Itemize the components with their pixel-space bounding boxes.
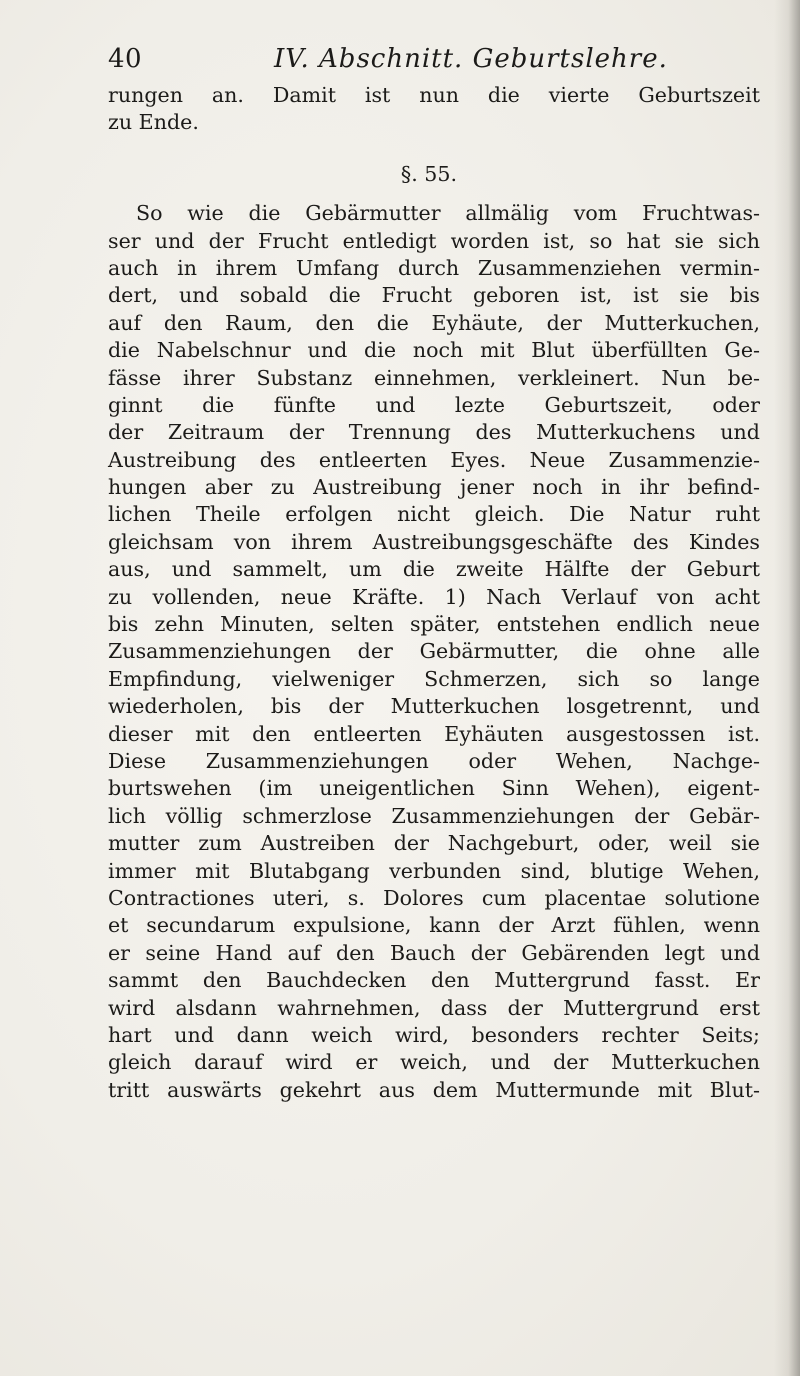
text-line: Contractiones uteri, s. Dolores cum placentae solutione (108, 885, 760, 910)
section-number: §. 55. (400, 161, 458, 186)
text-line: zu Ende. (108, 110, 199, 135)
text-line: gleichsam von ihrem Austreibungsgeschäfte des Kindes (108, 529, 760, 554)
text-line: er seine Hand auf den Bauch der Gebärenden legt und (108, 940, 760, 965)
page-number: 40 (108, 44, 143, 74)
text-line: Zusammenziehungen der Gebärmutter, die ohne alle (108, 639, 760, 664)
body-text (108, 82, 760, 1104)
text-line: immer mit Blutabgang verbunden sind, blutige Wehen, (108, 858, 760, 883)
running-head (108, 44, 748, 84)
text-line: hart und dann weich wird, besonders rechter Seits; (108, 1022, 760, 1047)
text-line: sammt den Bauchdecken den Muttergrund fasst. Er (108, 968, 760, 993)
text-line: fässe ihrer Substanz einnehmen, verkleinert. Nun be- (108, 365, 760, 390)
text-line: Empfindung, vielweniger Schmerzen, sich so lange (108, 666, 760, 691)
text-line: dieser mit den entleerten Eyhäuten ausgestossen ist. (108, 721, 760, 746)
text-line: der Zeitraum der Trennung des Mutterkuchens und (108, 420, 760, 445)
text-line: die Nabelschnur und die noch mit Blut überfüllten Ge- (108, 338, 760, 363)
chapter-heading: IV. Abschnitt. Geburtslehre. (274, 44, 668, 74)
text-line: rungen an. Damit ist nun die vierte Geburtszeit (108, 83, 760, 107)
text-line: burtswehen (im uneigentlichen Sinn Wehen), eigent- (108, 776, 760, 801)
text-line: wird alsdann wahrnehmen, dass der Muttergrund erst (108, 995, 760, 1020)
text-line: hungen aber zu Austreibung jener noch in ihr befind- (108, 475, 760, 500)
text-line: lichen Theile erfolgen nicht gleich. Die Natur ruht (108, 502, 760, 527)
text-line: wiederholen, bis der Mutterkuchen losgetrennt, und (108, 694, 760, 719)
text-line: dert, und sobald die Frucht geboren ist, ist sie bis (108, 283, 760, 308)
text-line: mutter zum Austreiben der Nachgeburt, oder, weil sie (108, 831, 760, 856)
text-line: Austreibung des entleerten Eyes. Neue Zusammenzie- (108, 447, 760, 472)
text-line: ginnt die fünfte und lezte Geburtszeit, oder (108, 392, 760, 417)
page-edge-shadow (774, 0, 800, 1376)
text-line: bis zehn Minuten, selten später, entstehen endlich neue (108, 612, 760, 637)
paragraph-first-line: So wie die Gebärmutter allmälig vom Fruchtwas- (136, 201, 760, 226)
text-line: auch in ihrem Umfang durch Zusammenziehen vermin- (108, 255, 760, 280)
text-line: Diese Zusammenziehungen oder Wehen, Nachge- (108, 748, 760, 773)
text-line: aus, und sammelt, um die zweite Hälfte der Geburt (108, 557, 760, 582)
text-line: et secundarum expulsione, kann der Arzt fühlen, wenn (108, 913, 760, 938)
text-line: auf den Raum, den die Eyhäute, der Mutterkuchen, (108, 310, 760, 335)
text-line: gleich darauf wird er weich, und der Mutterkuchen (108, 1050, 760, 1075)
text-line: lich völlig schmerzlose Zusammenziehungen der Gebär- (108, 803, 760, 828)
text-line: tritt auswärts gekehrt aus dem Muttermunde mit Blut- (108, 1077, 760, 1102)
text-line: ser und der Frucht entledigt worden ist, so hat sie sich (108, 228, 760, 253)
text-line: zu vollenden, neue Kräfte. 1) Nach Verlauf von acht (108, 584, 760, 609)
